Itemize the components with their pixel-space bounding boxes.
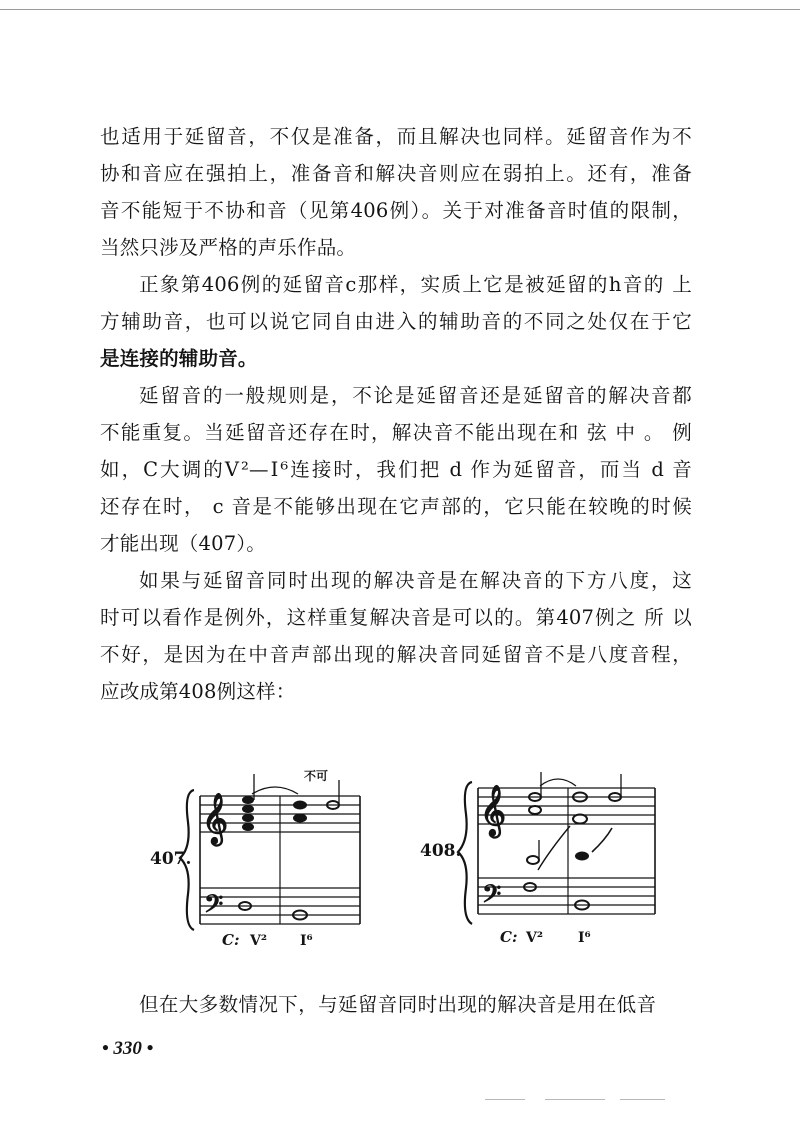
voice-line xyxy=(538,826,570,870)
scan-speck xyxy=(485,1099,525,1100)
text-line: 如果与延留音同时出现的解决音是在解决音的下方八度，这 xyxy=(139,569,692,592)
chord-label-2: I⁶ xyxy=(300,933,313,949)
key-label: C: xyxy=(222,931,240,949)
tie-mark xyxy=(540,779,576,786)
text-line: 不好，是因为在中音声部出现的解决音同延留音不是八度音程， xyxy=(100,643,692,666)
text-line: 不能重复。当延留音还存在时，解决音不能出现在和 弦 中 。 例 xyxy=(100,421,692,444)
music-examples xyxy=(150,760,670,950)
scan-speck xyxy=(620,1099,665,1100)
text-line: 还存在时， c 音是不能够出现在它声部的，它只能在较晚的时候 xyxy=(100,495,692,518)
tie-mark xyxy=(252,787,298,794)
chord-label-1: V² xyxy=(526,930,543,946)
text-line: 正象第406例的延留音c那样，实质上它是被延留的h音的 上 xyxy=(139,273,692,296)
top-border-line xyxy=(0,9,800,10)
text-line: 才能出现（407）。 xyxy=(100,532,266,555)
bass-clef-icon: 𝄢 xyxy=(482,880,502,915)
text-line: 协和音应在强拍上，准备音和解决音则应在弱拍上。还有，准备 xyxy=(100,162,692,185)
chord-notes xyxy=(524,772,621,910)
text-line: 当然只涉及严格的声乐作品。 xyxy=(100,236,357,259)
treble-clef-icon: 𝄞 xyxy=(480,785,507,836)
paragraph-3 xyxy=(100,377,692,562)
bass-clef-icon: 𝄢 xyxy=(204,890,224,925)
paragraph-4 xyxy=(100,562,692,710)
example-407 xyxy=(150,768,360,949)
key-label: C: xyxy=(500,928,518,946)
page-number: • 330 • xyxy=(102,1038,154,1059)
example-number-407: 407. xyxy=(150,849,192,869)
example-number-408: 408. xyxy=(420,841,462,861)
chord-label-2: I⁶ xyxy=(578,930,591,946)
paragraph-1 xyxy=(100,118,692,266)
example-408 xyxy=(420,772,655,946)
text-line: 如，C大调的Ⅴ²—Ⅰ⁶连接时，我们把 d 作为延留音，而当 d 音 xyxy=(100,458,692,481)
chord-label-1: V² xyxy=(250,933,267,949)
text-line: 应改成第408例这样： xyxy=(100,680,296,703)
text-line: 也适用于延留音，不仅是准备，而且解决也同样。延留音作为不 xyxy=(100,125,692,148)
voice-line xyxy=(592,828,612,852)
text-line: 是连接的辅助音。 xyxy=(100,347,258,370)
closing-paragraph xyxy=(100,986,692,1023)
scan-speck xyxy=(545,1099,605,1100)
text-line: 方辅助音，也可以说它同自由进入的辅助音的不同之处仅在于它 xyxy=(100,310,692,333)
paragraph-2 xyxy=(100,266,692,377)
text-line: 延留音的一般规则是，不论是延留音还是延留音的解决音都 xyxy=(139,384,692,407)
text-line: 音不能短于不协和音（见第406例）。关于对准备音时值的限制， xyxy=(100,199,692,222)
text-line: 时可以看作是例外，这样重复解决音是可以的。第407例之 所 以 xyxy=(100,606,692,629)
treble-clef-icon: 𝄞 xyxy=(202,793,229,844)
annotation-bu-ke: 不可 xyxy=(304,769,329,783)
text-line: 但在大多数情况下，与延留音同时出现的解决音是用在低音 xyxy=(139,993,657,1016)
